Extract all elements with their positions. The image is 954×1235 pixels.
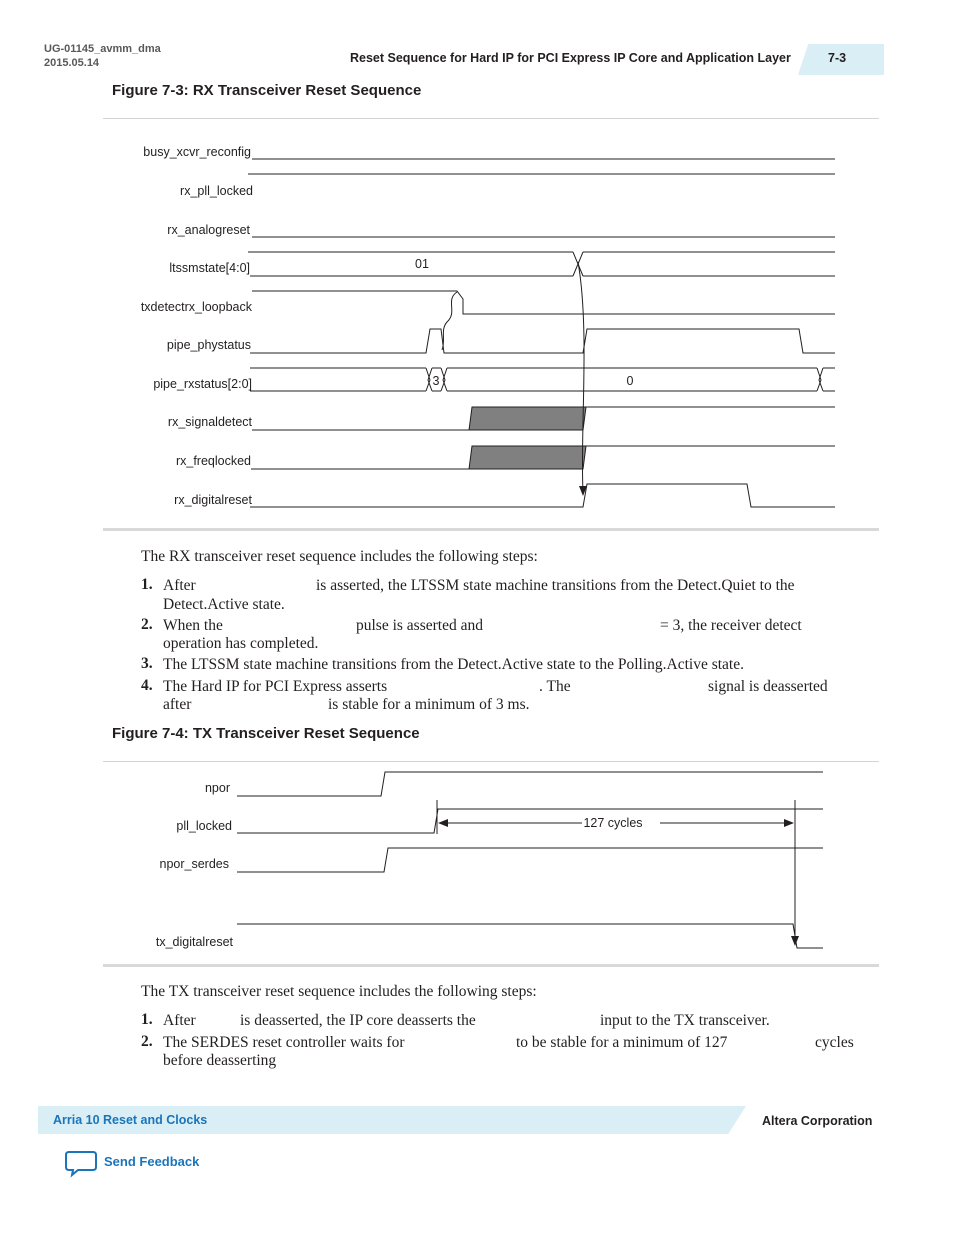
signal-label: rx_signaldetect — [167, 415, 252, 429]
page-number: 7-3 — [828, 51, 847, 65]
step-text: = 3, the receiver detect — [660, 617, 802, 634]
running-title: Reset Sequence for Hard IP for PCI Express IP Core and Application Layer — [350, 51, 791, 65]
rxstatus-value-3: 3 — [432, 374, 440, 388]
step-number: 2. — [141, 1033, 153, 1050]
step-text: pulse is asserted and — [356, 617, 483, 634]
tx-intro: The TX transceiver reset sequence includes the following steps: — [141, 983, 537, 1000]
ltssm-value: 01 — [415, 257, 429, 271]
footer-company: Altera Corporation — [762, 1114, 873, 1128]
arrow-head — [784, 819, 794, 827]
step-text: input to the TX transceiver. — [600, 1012, 770, 1029]
step-text: After — [163, 1012, 196, 1029]
signal-label: ltssmstate[4:0] — [169, 261, 250, 275]
figure-bottom-rule — [103, 964, 879, 967]
signal-label: rx_digitalreset — [174, 493, 252, 507]
signal-label: txdetectrx_loopback — [140, 300, 252, 314]
step-text: Detect.Active state. — [163, 596, 285, 613]
step-text: after — [163, 696, 192, 713]
step-text: The SERDES reset controller waits for — [163, 1034, 405, 1051]
waveform-tx-digitalreset — [237, 924, 823, 948]
waveform-txdetectrx-loopback — [252, 291, 835, 350]
figure-7-4-title: Figure 7-4: TX Transceiver Reset Sequence — [112, 725, 420, 742]
step-text: is deasserted, the IP core deasserts the — [240, 1012, 476, 1029]
signal-label: pipe_rxstatus[2:0] — [153, 377, 252, 391]
rx-intro: The RX transceiver reset sequence includes the following steps: — [141, 548, 538, 565]
waveform-npor — [237, 772, 823, 796]
doc-date-text: 2015.05.14 — [44, 57, 100, 69]
step-number: 1. — [141, 576, 153, 593]
rx-timing-diagram — [0, 0, 954, 530]
signal-label: rx_analogreset — [167, 223, 250, 237]
step-text: is stable for a minimum of 3 ms. — [328, 696, 530, 713]
step-text: After — [163, 577, 196, 594]
signal-label: npor_serdes — [159, 857, 229, 871]
rxstatus-value-0: 0 — [626, 374, 634, 388]
signal-label: pll_locked — [176, 819, 232, 833]
waveform-pll-locked — [237, 809, 823, 833]
step-text: When the — [163, 617, 223, 634]
signal-label: rx_freqlocked — [175, 454, 251, 468]
arrow-head — [791, 936, 799, 946]
signal-label: npor — [204, 781, 230, 795]
step-number: 4. — [141, 677, 153, 694]
feedback-icon[interactable] — [64, 1150, 98, 1178]
waveform-rx-signaldetect — [252, 407, 835, 430]
doc-id-text: UG-01145_avmm_dma — [44, 43, 161, 55]
cycles-label: 127 cycles — [583, 816, 643, 830]
step-number: 3. — [141, 655, 153, 672]
send-feedback-link[interactable]: Send Feedback — [104, 1154, 200, 1169]
figure-bottom-rule — [103, 528, 879, 531]
step-text: to be stable for a minimum of 127 — [516, 1034, 728, 1051]
tx-timing-diagram — [0, 760, 954, 965]
step-text: cycles — [815, 1034, 854, 1051]
signal-label: pipe_phystatus — [166, 338, 251, 352]
footer-section-link[interactable]: Arria 10 Reset and Clocks — [53, 1113, 208, 1127]
step-text: operation has completed. — [163, 635, 319, 652]
signal-label: tx_digitalreset — [155, 935, 233, 949]
step-text: The LTSSM state machine transitions from the Detect.Active state to the Polling.Active state. — [163, 656, 744, 673]
waveform-ltssmstate — [248, 252, 835, 276]
step-text: . The — [539, 678, 571, 695]
waveform-rx-freqlocked — [251, 446, 835, 469]
signal-label: busy_xcvr_reconfig — [143, 145, 251, 159]
step-text: The Hard IP for PCI Express asserts — [163, 678, 388, 695]
waveform-rx-digitalreset — [250, 484, 835, 507]
step-number: 2. — [141, 616, 153, 633]
step-text: is asserted, the LTSSM state machine transitions from the Detect.Quiet to the — [316, 577, 795, 594]
step-text: before deasserting — [163, 1052, 277, 1069]
figure-7-3-title: Figure 7-3: RX Transceiver Reset Sequence — [112, 82, 422, 99]
signal-label: rx_pll_locked — [180, 184, 253, 198]
step-number: 1. — [141, 1011, 153, 1028]
waveform-pipe-phystatus — [250, 329, 835, 353]
arrow-head — [438, 819, 448, 827]
step-text: signal is deasserted — [708, 678, 828, 695]
waveform-pipe-rxstatus — [250, 368, 835, 391]
waveform-npor-serdes — [237, 848, 823, 872]
